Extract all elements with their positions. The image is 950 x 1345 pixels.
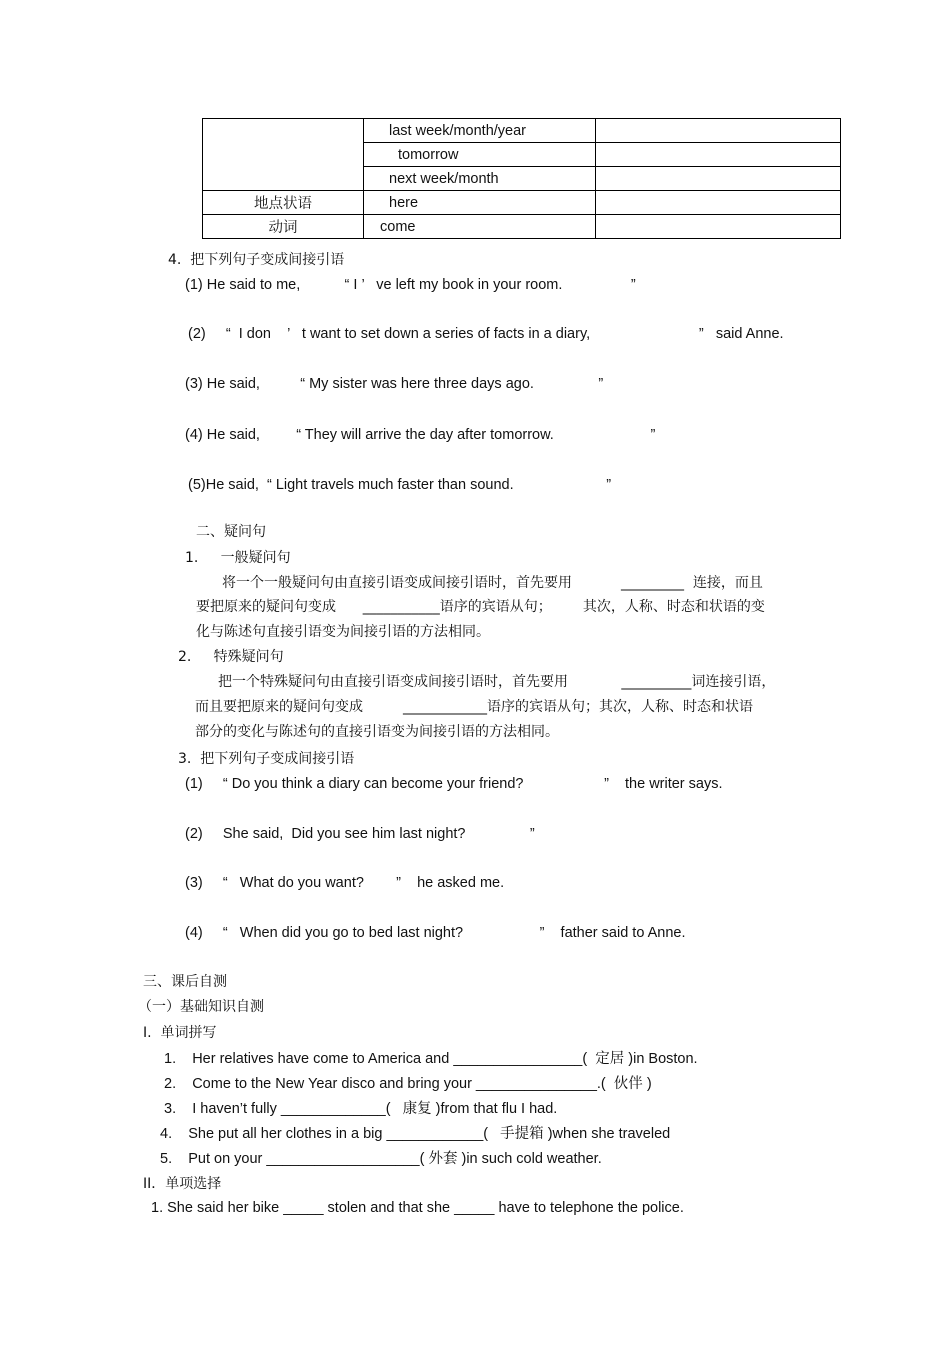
table-cell: come	[364, 215, 596, 239]
exercise-heading: 3. 把下列句子变成间接引语	[178, 751, 355, 767]
table-cell-answer	[596, 215, 841, 239]
exercise-item: (2) “ I don ’ t want to set down a series of facts in a diary, ” said Anne.	[188, 326, 784, 342]
paragraph-line: 部分的变化与陈述句的直接引语变为间接引语的方法相同。	[195, 724, 559, 740]
table-row	[203, 215, 841, 239]
exercise-item: (4) He said, “ They will arrive the day after tomorrow. ”	[185, 427, 656, 443]
table-cell-answer	[596, 143, 841, 167]
paragraph-line: 将一个一般疑问句由直接引语变成间接引语时，首先要用 _________ 连接，而且	[222, 575, 763, 591]
exercise-heading: 4. 把下列句子变成间接引语	[168, 252, 345, 268]
paragraph-line: 而且要把原来的疑问句变成 ____________语序的宾语从句；其次，人称、时态和状语	[195, 699, 754, 715]
table-cell-answer	[596, 167, 841, 191]
part-heading: II．单项选择	[143, 1176, 222, 1192]
exercise-item: (3) He said, “ My sister was here three days ago. ”	[185, 376, 604, 392]
exercise-item: (1) He said to me, “ I ’ ve left my book in your room. ”	[185, 277, 636, 293]
spelling-item: 3. I haven’t fully _____________( 康复 )from that flu I had.	[164, 1101, 558, 1117]
table-cell-answer	[596, 119, 841, 143]
adverbial-conversion-table	[202, 118, 841, 239]
table-cell-category: 地点状语	[203, 191, 364, 215]
table-row	[203, 191, 841, 215]
exercise-item: (1) “ Do you think a diary can become your friend? ” the writer says.	[185, 776, 723, 792]
paragraph-line: 要把原来的疑问句变成 ___________语序的宾语从句； 其次，人称、时态和状语的变	[196, 599, 765, 615]
table-cell: tomorrow	[364, 143, 596, 167]
exercise-item: (5)He said, “ Light travels much faster than sound. ”	[188, 477, 612, 493]
table-cell: next week/month	[364, 167, 596, 191]
section-title: 二、疑问句	[196, 524, 266, 540]
table-row	[203, 119, 841, 143]
exercise-item: (2) She said, Did you see him last night? ”	[185, 826, 535, 842]
table-cell-answer	[596, 191, 841, 215]
spelling-item: 4. She put all her clothes in a big ____________( 手提箱 )when she traveled	[160, 1126, 671, 1142]
spelling-item: 2. Come to the New Year disco and bring your _______________.( 伙伴 )	[164, 1076, 652, 1092]
subsection-title: 2. 特殊疑问句	[178, 649, 284, 665]
table-cell: last week/month/year	[364, 119, 596, 143]
exercise-item: (4) “ When did you go to bed last night? ” father said to Anne.	[185, 925, 686, 941]
table-cell: here	[364, 191, 596, 215]
subsection-title: （一）基础知识自测	[138, 999, 264, 1015]
paragraph-line: 化与陈述句直接引语变为间接引语的方法相同。	[196, 624, 490, 640]
table-cell	[203, 119, 364, 191]
spelling-item: 5. Put on your ___________________( 外套 )in such cold weather.	[160, 1151, 602, 1167]
subsection-title: 1. 一般疑问句	[185, 550, 291, 566]
paragraph-line: 把一个特殊疑问句由直接引语变成间接引语时，首先要用 __________词连接引语，	[218, 674, 776, 690]
table-cell-category: 动词	[203, 215, 364, 239]
spelling-item: 1. Her relatives have come to America and ________________( 定居 )in Boston.	[164, 1051, 698, 1067]
exercise-item: (3) “ What do you want? ” he asked me.	[185, 875, 505, 891]
section-title: 三、课后自测	[143, 974, 227, 990]
multiple-choice-item: 1. She said her bike _____ stolen and that she _____ have to telephone the police.	[151, 1200, 684, 1216]
part-heading: I. 单词拼写	[143, 1025, 217, 1041]
